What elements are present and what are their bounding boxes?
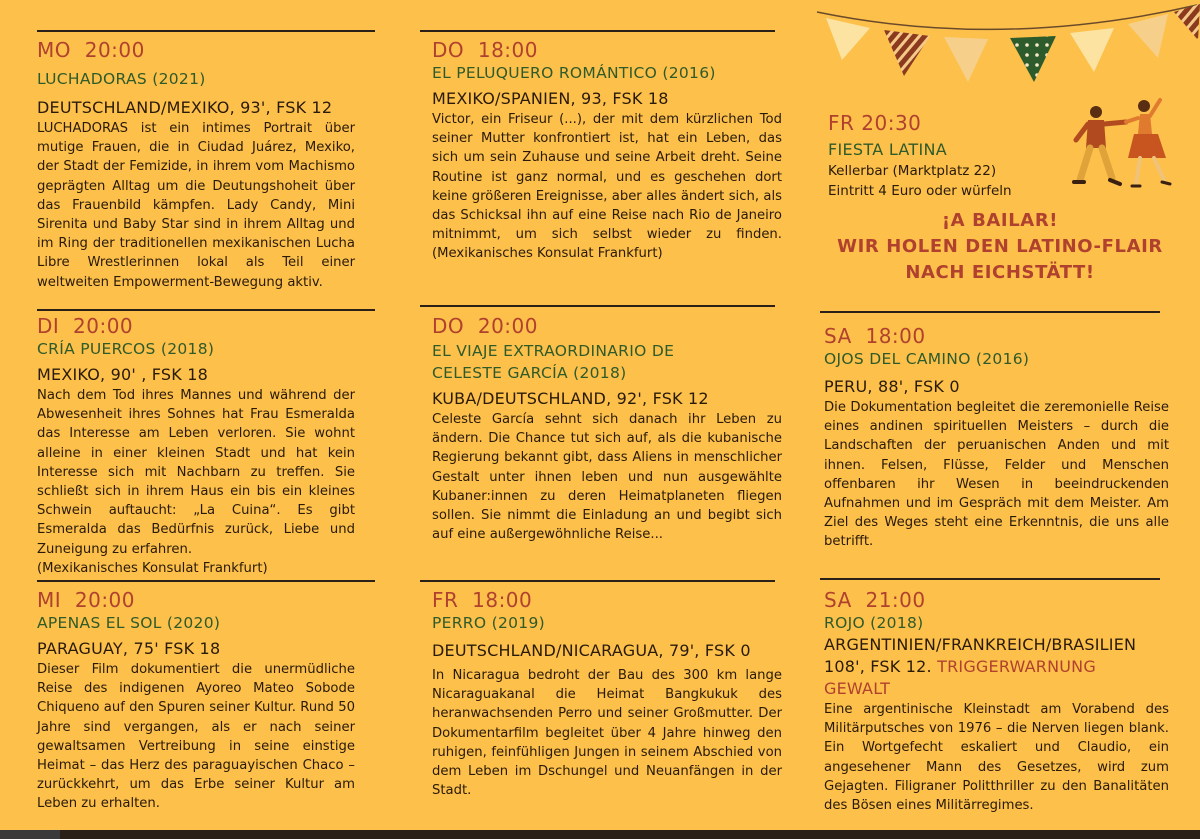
film-meta: KUBA/DEUTSCHLAND, 92', FSK 12 [432, 389, 709, 408]
film-meta: MEXIKO, 90' , FSK 18 [37, 365, 209, 384]
film-title: APENAS EL SOL (2020) [37, 614, 221, 632]
screening-sa1 [824, 324, 1169, 552]
day-time: SA 18:00 [824, 324, 926, 348]
film-title: ROJO (2018) [824, 614, 924, 632]
film-description: Celeste García sehnt sich danach ihr Leben zu ändern. Die Chance tut sich auf, als die kubanische Regierung bekannt gibt, dass Aliens in menschlicher Gestalt unter ihnen leben und nun ausgewählte Kubaner:innen zu deren Heimatplaneten fliegen sollen. Sie nimmt die Einladung an und begibt sich auf eine außergewöhnliche Reise... [432, 412, 782, 543]
trigger-warning: TRIGGERWARNUNG [937, 657, 1096, 676]
day-time: SA 21:00 [824, 588, 926, 612]
film-title-line2: CELESTE GARCÍA (2018) [432, 364, 627, 382]
fiesta-slogan [815, 208, 1185, 286]
film-title: EL PELUQUERO ROMÁNTICO (2016) [432, 64, 716, 82]
film-title: PERRO (2019) [432, 614, 545, 632]
film-meta: PERU, 88', FSK 0 [824, 377, 960, 396]
screening-sa2 [824, 588, 1169, 815]
day-time: MO 20:00 [37, 38, 145, 62]
day-time: MI 20:00 [37, 588, 136, 612]
screening-di [37, 314, 355, 578]
divider-mo-top [37, 30, 375, 32]
divider-di-top [37, 309, 375, 311]
fiesta-latina [828, 111, 1168, 201]
film-description: In Nicaragua bedroht der Bau des 300 km lange Nicaraguakanal die Heimat Bangkukuk des heranwachsenden Perro und seiner Großmutter. Der Dokumentarfilm begleitet über 4 Jahre hinweg den ruhigen, feinfühligen Jungen in seinem Abschied von dem Leben im Dschungel und Neuanfängen in der Stadt. [432, 668, 782, 799]
divider-sa2-top [820, 578, 1160, 580]
slogan-line2: WIR HOLEN DEN LATINO-FLAIR [837, 236, 1163, 257]
film-source: (Mexikanisches Konsulat Frankfurt) [37, 560, 268, 576]
film-meta-line2 [824, 656, 1169, 678]
divider-sa1-top [820, 311, 1160, 313]
film-meta: DEUTSCHLAND/MEXIKO, 93', FSK 12 [37, 98, 333, 117]
film-description: Die Dokumentation begleitet die zeremonielle Reise eines andinen spirituellen Meisters – durch die Landschaften der peruanischen Anden und mit ihnen. Felsen, Flüsse, Felder und Menschen offenbaren ihr Wesen in beeindruckenden Aufnahmen und im Gespräch mit dem Meister. Am Ziel des Weges steht eine Erkenntnis, die uns alle betrifft. [824, 400, 1169, 550]
bottom-border [0, 830, 1200, 839]
film-meta: PARAGUAY, 75' FSK 18 [37, 639, 221, 658]
film-runtime-fsk: 108', FSK 12. [824, 657, 932, 676]
film-meta: DEUTSCHLAND/NICARAGUA, 79', FSK 0 [432, 641, 751, 660]
day-time: FR 20:30 [828, 111, 922, 135]
film-meta-line1: ARGENTINIEN/FRANKREICH/BRASILIEN [824, 635, 1137, 654]
day-time: DO 20:00 [432, 314, 538, 338]
slogan-line3: NACH EICHSTÄTT! [905, 262, 1095, 283]
screening-do2 [432, 314, 782, 544]
day-time: DO 18:00 [432, 38, 538, 62]
day-time: FR 18:00 [432, 588, 533, 612]
screening-mi [37, 588, 355, 814]
film-description: LUCHADORAS ist ein intimes Portrait über mutige Frauen, die in Ciudad Juárez, Mexiko, der Stadt der Femizide, in ihrem vom Machismo geprägten Alltag um die Deutungshoheit über das Frauenbild kämpfen. Lady Candy, Mini Sirenita und Baby Star sind in ihrem Alltag und im Ring der traditionellen mexikanischen Lucha Libre Wrestlerinnen lokal als Teil einer weltweiten Empowerment-Bewegung aktiv. [37, 121, 355, 290]
film-title: CRÍA PUERCOS (2018) [37, 340, 215, 358]
bunting-garland-icon [812, 0, 1200, 100]
divider-do2-top [420, 305, 775, 307]
film-description: Eine argentinische Kleinstadt am Vorabend des Militärputsches von 1976 – die Nerven liegen blank. Ein Wortgefecht eskaliert und Claudio, ein angesehener Mann des Gesetzes, wird zum Gejagten. Filigraner Politthriller zu den Banalitäten des Bösen eines Militärregimes. [824, 702, 1169, 814]
corner-label [0, 830, 60, 839]
divider-do1-top [420, 30, 775, 32]
slogan-line1: ¡A BAILAR! [941, 210, 1059, 231]
event-title: FIESTA LATINA [828, 140, 948, 159]
film-meta: MEXIKO/SPANIEN, 93, FSK 18 [432, 89, 669, 108]
screening-fr [432, 588, 782, 800]
divider-fr-top [420, 580, 775, 582]
film-description: Nach dem Tod ihres Mannes und während der Abwesenheit ihres Sohnes hat Frau Esmeralda das Interesse am Leben verloren. Sie wohnt alleine in einer kleinen Stadt und hat kein Interesse sich mit Nachbarn zu treffen. Sie schließt sich in ihrem Haus ein bis ein kleines Schwein auftaucht: „La Cuina“. Es gibt Esmeralda das Bedürfnis zurück, Liebe und Zuneigung zu erfahren. [37, 388, 355, 557]
event-entry: Eintritt 4 Euro oder würfeln [828, 183, 1012, 199]
screening-mo [37, 38, 355, 292]
film-title-line1: EL VIAJE EXTRAORDINARIO DE [432, 342, 675, 360]
event-location: Kellerbar (Marktplatz 22) [828, 163, 997, 179]
film-title: OJOS DEL CAMINO (2016) [824, 350, 1030, 368]
day-time: DI 20:00 [37, 314, 134, 338]
divider-mi-top [37, 580, 375, 582]
trigger-warning-type: GEWALT [824, 679, 891, 698]
screening-do1 [432, 38, 782, 264]
film-description: Victor, ein Friseur (...), der mit dem kürzlichen Tod seiner Mutter konfrontiert ist, hat ein Leben, das sich um sein Zuhause und seine Arbeit dreht. Seine Routine ist ganz normal, und es geschehen dort keine größeren Ereignisse, aber alles ändert sich, als das Schicksal ihn auf eine Reise nach Rio de Janeiro mitnimmt, um sich selbst wieder zu finden. (Mexikanisches Konsulat Frankfurt) [432, 112, 782, 262]
film-title: LUCHADORAS (2021) [37, 70, 206, 88]
film-description: Dieser Film dokumentiert die unermüdliche Reise des indigenen Ayoreo Mateo Sobode Chiqueno auf den Spuren seiner Kultur. Rund 50 Jahre sind vergangen, als er nach seiner gewaltsamen Vertreibung in seine einstige Heimat – das Herz des paraguayischen Chaco – zurückkehrt, um das Erbe seiner Kultur am Leben zu erhalten. [37, 662, 355, 812]
